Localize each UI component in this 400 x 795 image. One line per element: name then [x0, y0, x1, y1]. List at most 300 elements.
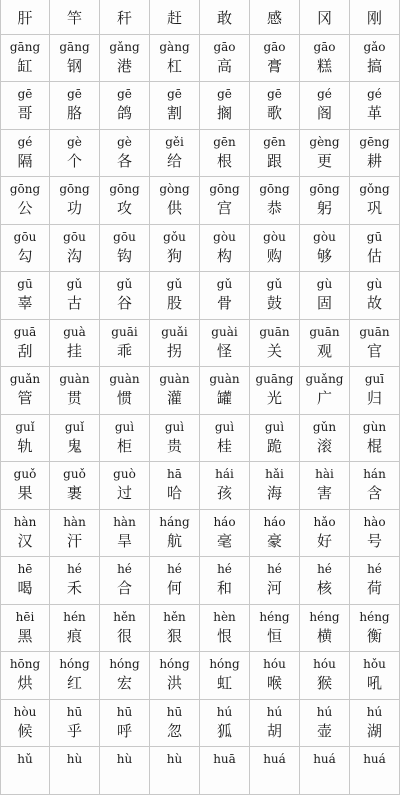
- character-label: 鼓: [266, 294, 282, 313]
- pinyin-label: gōng: [309, 182, 340, 197]
- pinyin-label: hēi: [15, 609, 35, 624]
- table-cell: [250, 35, 300, 83]
- character-label: 红: [66, 674, 82, 693]
- character-label: 钩: [116, 246, 132, 265]
- pinyin-label: guān: [259, 324, 290, 339]
- table-cell: [0, 0, 50, 35]
- character-label: 膏: [266, 56, 282, 75]
- pinyin-label: hóng: [109, 657, 140, 672]
- character-label: 故: [366, 294, 382, 313]
- character-label: 过: [116, 484, 132, 503]
- table-cell: [300, 415, 350, 463]
- pinyin-label: háng: [159, 514, 190, 529]
- character-label: 拐: [166, 341, 182, 360]
- pinyin-label: hào: [363, 514, 386, 529]
- character-label: 糕: [316, 56, 332, 75]
- character-label: 刚: [366, 9, 382, 28]
- pinyin-label: guǎi: [161, 324, 188, 339]
- pinyin-label: huā: [213, 752, 236, 767]
- character-label: 汗: [66, 531, 82, 550]
- pinyin-label: gùn: [362, 419, 387, 434]
- table-cell: [350, 557, 400, 605]
- pinyin-label: hěn: [113, 609, 136, 624]
- character-label: 敢: [216, 9, 232, 28]
- character-label: 乎: [66, 721, 82, 740]
- table-cell: [250, 320, 300, 368]
- pinyin-label: hē: [17, 562, 33, 577]
- character-label: 豪: [266, 531, 282, 550]
- pinyin-label: guāng: [255, 372, 294, 387]
- pinyin-label: guì: [114, 419, 135, 434]
- pinyin-label: huá: [263, 752, 286, 767]
- pinyin-label: héng: [359, 609, 390, 624]
- character-label: 湖: [366, 721, 382, 740]
- character-label: 根: [216, 151, 232, 170]
- table-cell: [50, 320, 100, 368]
- table-cell: [100, 415, 150, 463]
- table-cell: [200, 557, 250, 605]
- character-label: 胡: [266, 721, 282, 740]
- character-label: 痕: [66, 626, 82, 645]
- character-label: 各: [116, 151, 132, 170]
- character-label: 宏: [116, 674, 132, 693]
- table-cell: [0, 747, 50, 795]
- table-cell: [150, 747, 200, 795]
- table-cell: [150, 415, 200, 463]
- pinyin-label: hú: [216, 704, 233, 719]
- character-label: 躬: [316, 199, 332, 218]
- character-label: 胳: [66, 104, 82, 123]
- pinyin-label: gōng: [59, 182, 90, 197]
- character-label: 恨: [216, 626, 232, 645]
- character-label: 黑: [17, 626, 33, 645]
- character-label: 更: [316, 151, 332, 170]
- table-cell: [150, 130, 200, 178]
- table-cell: [200, 320, 250, 368]
- pinyin-label: guǐ: [15, 419, 35, 434]
- character-label: 恒: [266, 626, 282, 645]
- pinyin-label: gè: [67, 134, 82, 149]
- pinyin-label: gōng: [9, 182, 41, 197]
- pinyin-label: hé: [117, 562, 132, 577]
- character-label: 攻: [116, 199, 132, 218]
- table-cell: [300, 130, 350, 178]
- table-cell: [250, 0, 300, 35]
- character-label: 猴: [316, 674, 332, 693]
- table-cell: [300, 225, 350, 273]
- table-cell: [350, 415, 400, 463]
- pinyin-label: gōng: [109, 182, 140, 197]
- character-label: 害: [316, 484, 332, 503]
- table-cell: [50, 225, 100, 273]
- character-label: 裹: [66, 484, 82, 503]
- character-label: 光: [266, 389, 282, 408]
- pinyin-label: hú: [316, 704, 333, 719]
- character-label: 忽: [166, 721, 182, 740]
- pinyin-label: gǔ: [116, 277, 133, 292]
- table-cell: [300, 272, 350, 320]
- pinyin-label: gāng: [9, 39, 41, 54]
- table-cell: [200, 35, 250, 83]
- table-cell: [100, 272, 150, 320]
- pinyin-label: guàn: [159, 372, 190, 387]
- table-cell: [50, 415, 100, 463]
- character-label: 轨: [17, 436, 33, 455]
- table-cell: [150, 557, 200, 605]
- table-cell: [50, 462, 100, 510]
- pinyin-label: hài: [315, 467, 334, 482]
- table-cell: [250, 415, 300, 463]
- pinyin-label: gǎo: [363, 39, 386, 54]
- table-cell: [0, 700, 50, 748]
- character-label: 乖: [116, 341, 132, 360]
- pinyin-label: gǔ: [266, 277, 283, 292]
- character-label: 观: [316, 341, 332, 360]
- pinyin-label: hū: [66, 704, 83, 719]
- table-cell: [200, 367, 250, 415]
- table-cell: [0, 272, 50, 320]
- pinyin-label: hū: [116, 704, 133, 719]
- table-cell: [350, 177, 400, 225]
- pinyin-label: hù: [166, 752, 183, 767]
- table-cell: [350, 462, 400, 510]
- pinyin-label: gé: [367, 87, 382, 102]
- pinyin-label: gēng: [359, 134, 390, 149]
- table-cell: [150, 82, 200, 130]
- character-label: 河: [266, 579, 282, 598]
- character-label: 搞: [366, 56, 382, 75]
- table-cell: [100, 700, 150, 748]
- pinyin-label: hé: [367, 562, 382, 577]
- pinyin-label: hòu: [13, 704, 37, 719]
- table-cell: [300, 700, 350, 748]
- table-cell: [300, 320, 350, 368]
- table-cell: [100, 605, 150, 653]
- pinyin-label: guā: [13, 324, 37, 339]
- character-label: 赶: [166, 9, 182, 28]
- pinyin-label: hóng: [209, 657, 240, 672]
- character-label: 割: [166, 104, 182, 123]
- character-label: 喝: [17, 579, 33, 598]
- table-cell: [50, 700, 100, 748]
- pinyin-label: guài: [211, 324, 238, 339]
- character-label: 挂: [66, 341, 82, 360]
- pinyin-label: gé: [17, 134, 33, 149]
- table-cell: [150, 320, 200, 368]
- table-cell: [100, 82, 150, 130]
- table-cell: [150, 0, 200, 35]
- table-cell: [100, 557, 150, 605]
- table-cell: [350, 225, 400, 273]
- table-cell: [200, 225, 250, 273]
- pinyin-label: hàn: [13, 514, 37, 529]
- pinyin-label: gǔ: [216, 277, 233, 292]
- character-label: 好: [316, 531, 332, 550]
- character-label: 够: [316, 246, 332, 265]
- character-label: 含: [366, 484, 382, 503]
- pinyin-label: háo: [263, 514, 286, 529]
- table-cell: [250, 605, 300, 653]
- character-label: 呼: [116, 721, 132, 740]
- character-label: 毫: [216, 531, 232, 550]
- table-cell: [150, 605, 200, 653]
- pinyin-label: hé: [317, 562, 332, 577]
- pinyin-label: huá: [363, 752, 386, 767]
- character-label: 归: [366, 389, 382, 408]
- pinyin-label: hé: [267, 562, 282, 577]
- pinyin-label: hōng: [9, 657, 41, 672]
- pinyin-label: hé: [167, 562, 182, 577]
- character-label: 关: [266, 341, 282, 360]
- table-cell: [250, 177, 300, 225]
- character-label: 衡: [366, 626, 382, 645]
- table-cell: [350, 82, 400, 130]
- table-cell: [150, 272, 200, 320]
- pinyin-label: guì: [164, 419, 185, 434]
- character-label: 固: [316, 294, 332, 313]
- table-cell: [200, 272, 250, 320]
- character-label: 贵: [166, 436, 182, 455]
- pinyin-label: gǎng: [109, 39, 140, 54]
- character-label: 歌: [266, 104, 282, 123]
- character-label: 柜: [116, 436, 132, 455]
- table-cell: [200, 700, 250, 748]
- character-label: 孩: [216, 484, 232, 503]
- character-label: 怪: [216, 341, 232, 360]
- character-label: 恭: [266, 199, 282, 218]
- table-cell: [0, 510, 50, 558]
- pinyin-label: gé: [317, 87, 332, 102]
- character-label: 革: [366, 104, 382, 123]
- table-cell: [150, 225, 200, 273]
- pinyin-label: guāi: [111, 324, 138, 339]
- pinyin-label: hàn: [113, 514, 136, 529]
- character-label: 汉: [17, 531, 33, 550]
- character-label: 供: [166, 199, 182, 218]
- character-label: 阁: [316, 104, 332, 123]
- table-cell: [350, 130, 400, 178]
- pinyin-label: hù: [116, 752, 133, 767]
- table-cell: [50, 82, 100, 130]
- table-cell: [0, 557, 50, 605]
- table-cell: [350, 367, 400, 415]
- pinyin-label: gāng: [59, 39, 90, 54]
- pinyin-label: hén: [63, 609, 86, 624]
- table-cell: [100, 747, 150, 795]
- pinyin-label: gòu: [313, 229, 336, 244]
- table-cell: [100, 652, 150, 700]
- pinyin-label: gōng: [259, 182, 290, 197]
- character-label: 号: [366, 531, 382, 550]
- pinyin-label: gāo: [313, 39, 336, 54]
- table-cell: [350, 510, 400, 558]
- table-cell: [200, 462, 250, 510]
- table-cell: [350, 700, 400, 748]
- pinyin-label: hǒu: [363, 657, 386, 672]
- pinyin-label: gōng: [209, 182, 240, 197]
- pinyin-label: gèng: [309, 134, 340, 149]
- table-cell: [300, 367, 350, 415]
- pinyin-label: gǔ: [66, 277, 83, 292]
- pinyin-label: guì: [214, 419, 235, 434]
- table-cell: [150, 367, 200, 415]
- table-cell: [250, 272, 300, 320]
- character-label: 横: [316, 626, 332, 645]
- table-cell: [150, 462, 200, 510]
- table-cell: [0, 605, 50, 653]
- character-label: 喉: [266, 674, 282, 693]
- table-cell: [350, 605, 400, 653]
- table-cell: [200, 415, 250, 463]
- character-label: 哥: [17, 104, 33, 123]
- table-cell: [200, 130, 250, 178]
- character-label: 搁: [216, 104, 232, 123]
- table-cell: [50, 35, 100, 83]
- table-cell: [300, 0, 350, 35]
- pinyin-label: gōu: [63, 229, 86, 244]
- pinyin-label: gǔ: [166, 277, 183, 292]
- pinyin-label: guǒ: [13, 467, 37, 482]
- table-cell: [350, 0, 400, 35]
- character-label: 股: [166, 294, 182, 313]
- character-label: 果: [17, 484, 33, 503]
- table-cell: [200, 0, 250, 35]
- table-cell: [300, 652, 350, 700]
- pinyin-label: gāo: [213, 39, 236, 54]
- pinyin-label: hóu: [313, 657, 336, 672]
- table-cell: [350, 272, 400, 320]
- character-label: 虹: [216, 674, 232, 693]
- character-label: 骨: [216, 294, 232, 313]
- character-label: 航: [166, 531, 182, 550]
- character-label: 谷: [116, 294, 132, 313]
- table-cell: [50, 605, 100, 653]
- table-cell: [0, 35, 50, 83]
- character-label: 跪: [266, 436, 282, 455]
- pinyin-label: guǎng: [305, 372, 344, 387]
- pinyin-label: gòng: [159, 182, 190, 197]
- pinyin-label: hóu: [263, 657, 286, 672]
- pinyin-label: hǔ: [17, 752, 33, 767]
- character-label: 洪: [166, 674, 182, 693]
- pinyin-label: hóng: [159, 657, 190, 672]
- pinyin-label: gē: [67, 87, 82, 102]
- character-label: 管: [17, 389, 33, 408]
- character-label: 高: [216, 56, 232, 75]
- character-label: 公: [17, 199, 33, 218]
- character-label: 个: [66, 151, 82, 170]
- pinyin-label: gù: [366, 277, 383, 292]
- pinyin-label: guò: [113, 467, 136, 482]
- character-label: 官: [366, 341, 382, 360]
- character-label: 肝: [17, 9, 33, 28]
- pinyin-label: gǒng: [359, 182, 390, 197]
- table-cell: [250, 557, 300, 605]
- character-label: 秆: [116, 9, 132, 28]
- pinyin-label: gū: [366, 229, 383, 244]
- character-label: 广: [316, 389, 332, 408]
- character-label: 候: [17, 721, 33, 740]
- pinyin-label: hù: [66, 752, 83, 767]
- pinyin-label: guà: [63, 324, 86, 339]
- pinyin-label: héng: [259, 609, 290, 624]
- pinyin-label: gù: [316, 277, 333, 292]
- pinyin-label: gǔn: [312, 419, 337, 434]
- character-label: 灌: [166, 389, 182, 408]
- character-label: 禾: [66, 579, 82, 598]
- character-label: 滚: [316, 436, 332, 455]
- pinyin-label: gē: [117, 87, 132, 102]
- character-label: 钢: [66, 56, 82, 75]
- table-cell: [50, 177, 100, 225]
- character-label: 购: [266, 246, 282, 265]
- pinyin-label: guǐ: [64, 419, 85, 434]
- character-label: 竿: [66, 9, 82, 28]
- pinyin-label: hé: [67, 562, 82, 577]
- character-label: 古: [66, 294, 82, 313]
- table-cell: [250, 462, 300, 510]
- table-cell: [100, 35, 150, 83]
- character-label: 吼: [366, 674, 382, 693]
- table-cell: [300, 557, 350, 605]
- table-cell: [100, 177, 150, 225]
- table-cell: [200, 177, 250, 225]
- table-cell: [50, 0, 100, 35]
- pinyin-label: gū: [17, 277, 33, 292]
- character-label: 沟: [66, 246, 82, 265]
- table-cell: [300, 462, 350, 510]
- pinyin-label: guī: [364, 372, 385, 387]
- pinyin-label: hǎo: [313, 514, 336, 529]
- character-label: 狗: [166, 246, 182, 265]
- table-cell: [0, 367, 50, 415]
- table-cell: [150, 510, 200, 558]
- pinyin-label: hā: [167, 467, 182, 482]
- table-cell: [100, 225, 150, 273]
- pinyin-label: gē: [167, 87, 182, 102]
- table-cell: [200, 82, 250, 130]
- character-label: 冈: [316, 9, 332, 28]
- pinyin-label: háo: [213, 514, 236, 529]
- character-label: 旱: [116, 531, 132, 550]
- pinyin-label: gàng: [159, 39, 190, 54]
- character-label: 荷: [366, 579, 382, 598]
- table-cell: [150, 177, 200, 225]
- character-label: 海: [266, 484, 282, 503]
- pinyin-label: gǒu: [163, 229, 186, 244]
- table-cell: [0, 82, 50, 130]
- table-cell: [350, 747, 400, 795]
- character-label: 巩: [366, 199, 382, 218]
- pinyin-label: hǎi: [265, 467, 284, 482]
- character-label: 狠: [166, 626, 182, 645]
- table-cell: [150, 700, 200, 748]
- table-cell: [250, 652, 300, 700]
- table-cell: [250, 225, 300, 273]
- table-cell: [300, 605, 350, 653]
- character-label: 核: [316, 579, 332, 598]
- table-cell: [50, 510, 100, 558]
- table-cell: [250, 367, 300, 415]
- table-cell: [350, 35, 400, 83]
- pinyin-label: hái: [215, 467, 234, 482]
- table-cell: [200, 510, 250, 558]
- table-cell: [300, 177, 350, 225]
- character-label: 罐: [216, 389, 232, 408]
- table-cell: [200, 747, 250, 795]
- pinyin-label: guān: [359, 324, 390, 339]
- character-label: 跟: [266, 151, 282, 170]
